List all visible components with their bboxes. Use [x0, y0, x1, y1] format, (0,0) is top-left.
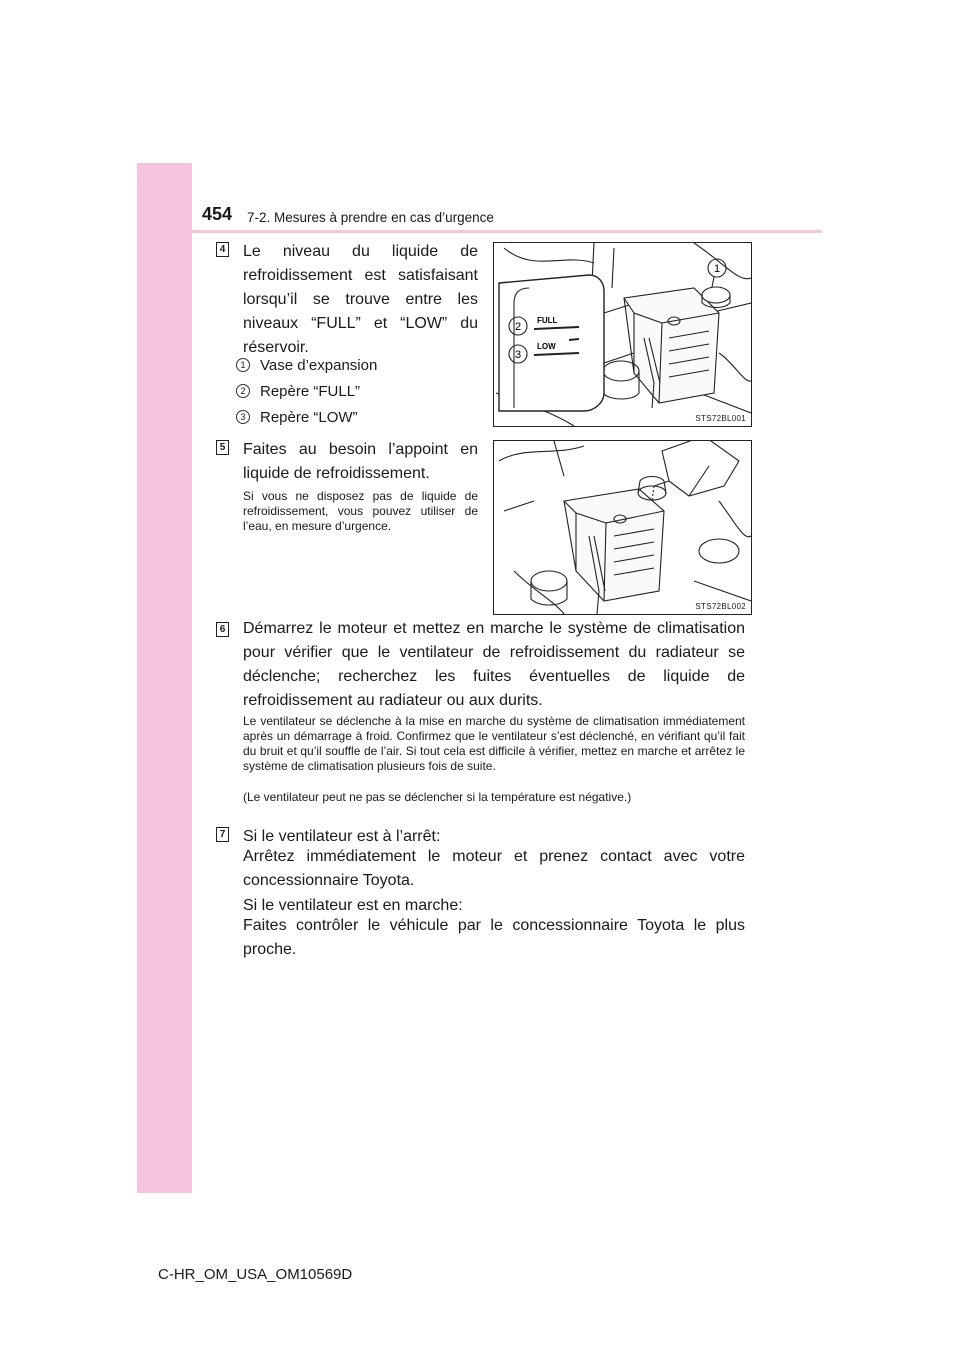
step-6-note-temperature: (Le ventilateur peut ne pas se déclencher si la température est négative.): [243, 790, 632, 804]
figure-code-1: STS72BL001: [695, 414, 746, 423]
callout-label-low-mark: Repère “LOW”: [260, 409, 358, 426]
callout-label-full-mark: Repère “FULL”: [260, 383, 361, 400]
coolant-reservoir-figure: [493, 242, 752, 427]
figure-callout-1: 1: [713, 263, 721, 275]
figure-code-2: STS72BL002: [695, 602, 746, 611]
step-4-text: Le niveau du liquide de refroidissement est satisfaisant lorsqu’il se trouve entre les niveaux “FULL” et “LOW” du réservoir.: [243, 243, 478, 356]
step-5-note: Si vous ne disposez pas de liquide de refroidissement, vous pouvez utiliser de l’eau, en mesure d’urgence.: [243, 489, 478, 533]
step-number-6: 6: [216, 622, 229, 637]
callout-number-1: 1: [236, 358, 250, 372]
coolant-refill-illustration: [494, 441, 751, 614]
callout-number-3: 3: [236, 410, 250, 424]
figure-label-low: LOW: [537, 342, 556, 351]
step-number-5: 5: [216, 440, 229, 455]
step-number-4: 4: [216, 242, 229, 257]
figure-callout-2: 2: [514, 321, 522, 333]
step-7-case-running-text: Faites contrôler le véhicule par le concessionnaire Toyota le plus proche.: [243, 917, 745, 958]
page-side-band: [137, 163, 192, 1193]
step-number-7: 7: [216, 827, 229, 842]
callout-number-2: 2: [236, 384, 250, 398]
document-code: C-HR_OM_USA_OM10569D: [158, 1266, 353, 1283]
coolant-reservoir-illustration: [494, 243, 751, 426]
section-title: 7-2. Mesures à prendre en cas d’urgence: [247, 210, 494, 225]
page-number: 454: [202, 204, 233, 224]
step-7-case-stopped-title: Si le ventilateur est à l’arrêt:: [243, 828, 441, 845]
callout-label-expansion-tank: Vase d’expansion: [260, 357, 378, 374]
step-6-note: Le ventilateur se déclenche à la mise en marche du système de climatisation immédiatement après un démarrage à froid. Confirmez que le ventilateur s’est déclenché, en vérifiant qu’il fait du bruit et qu’il souffle de l’air. Si tout cela est difficile à vérifier, mettez en marche et arrêtez le système de climatisation plusieurs fois de suite.: [243, 714, 745, 773]
figure-callout-3: 3: [514, 349, 522, 361]
step-7-case-stopped-text: Arrêtez immédiatement le moteur et prenez contact avec votre concessionnaire Toyota.: [243, 848, 745, 889]
header-rule: [192, 230, 822, 233]
figure-label-full: FULL: [537, 316, 558, 325]
step-7-case-running-title: Si le ventilateur est en marche:: [243, 897, 463, 914]
step-6-text: Démarrez le moteur et mettez en marche le système de climatisation pour vérifier que le ventilateur de refroidissement du radiateur se déclenche; recherchez les fuites éventuelles de liquide de refroidissement au radiateur ou aux durits.: [243, 620, 745, 709]
coolant-refill-figure: [493, 440, 752, 615]
step-5-text: Faites au besoin l’appoint en liquide de refroidissement.: [243, 441, 478, 482]
